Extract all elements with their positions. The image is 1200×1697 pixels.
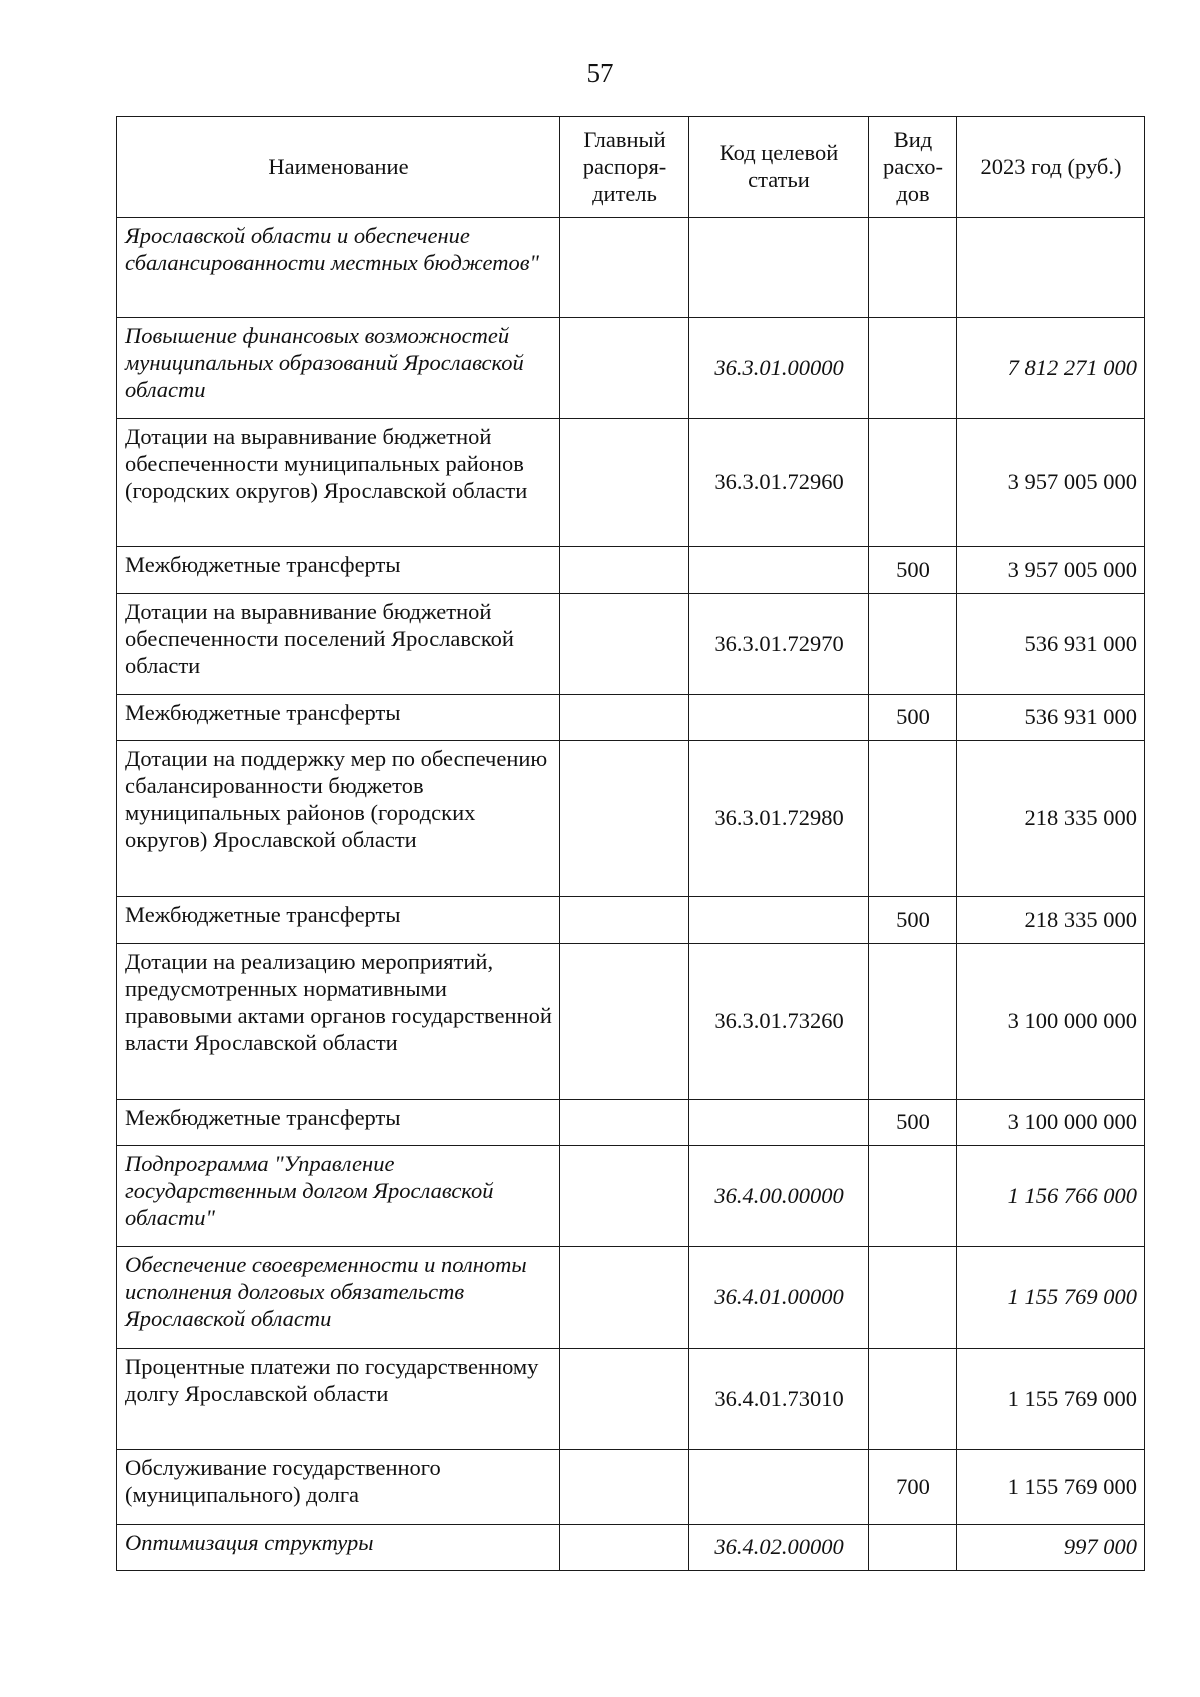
row-amount: 7 812 271 000 — [957, 318, 1145, 419]
row-expense-type: 700 — [869, 1450, 957, 1525]
row-amount: 3 100 000 000 — [957, 1100, 1145, 1146]
row-target-code: 36.3.01.00000 — [689, 318, 869, 419]
row-target-code: 36.3.01.72960 — [689, 419, 869, 547]
table-row — [117, 1525, 1145, 1571]
row-target-code: 36.3.01.72980 — [689, 741, 869, 897]
table-row — [117, 741, 1145, 897]
row-expense-type — [869, 419, 957, 547]
row-target-code — [689, 695, 869, 741]
row-amount: 3 957 005 000 — [957, 419, 1145, 547]
row-name: Оптимизация структуры — [117, 1525, 560, 1571]
row-expense-type: 500 — [869, 897, 957, 944]
table-row — [117, 1247, 1145, 1349]
row-name: Дотации на выравнивание бюджетной обеспеченности муниципальных районов (городских округов) Ярославской области — [117, 419, 560, 547]
row-expense-type — [869, 1525, 957, 1571]
row-target-code: 36.4.01.73010 — [689, 1349, 869, 1450]
table-row — [117, 1146, 1145, 1247]
row-main-manager — [560, 1100, 689, 1146]
row-amount: 1 155 769 000 — [957, 1349, 1145, 1450]
table-row — [117, 318, 1145, 419]
row-target-code — [689, 218, 869, 318]
row-name: Дотации на выравнивание бюджетной обеспеченности поселений Ярославской области — [117, 594, 560, 695]
row-target-code: 36.4.00.00000 — [689, 1146, 869, 1247]
row-target-code — [689, 547, 869, 594]
row-target-code — [689, 1450, 869, 1525]
row-main-manager — [560, 318, 689, 419]
row-name: Дотации на поддержку мер по обеспечению сбалансированности бюджетов муниципальных районов (городских округов) Ярославской области — [117, 741, 560, 897]
table-row — [117, 695, 1145, 741]
row-name: Межбюджетные трансферты — [117, 547, 560, 594]
row-target-code — [689, 897, 869, 944]
row-main-manager — [560, 547, 689, 594]
header-target-code: Код целевой статьи — [689, 117, 869, 218]
row-expense-type — [869, 944, 957, 1100]
budget-table — [116, 116, 1145, 1571]
row-name: Подпрограмма "Управление государственным долгом Ярославской области" — [117, 1146, 560, 1247]
row-main-manager — [560, 419, 689, 547]
row-name: Межбюджетные трансферты — [117, 1100, 560, 1146]
row-amount: 3 100 000 000 — [957, 944, 1145, 1100]
row-amount — [957, 218, 1145, 318]
row-amount: 536 931 000 — [957, 594, 1145, 695]
row-expense-type — [869, 218, 957, 318]
row-main-manager — [560, 944, 689, 1100]
table-row — [117, 547, 1145, 594]
table-row — [117, 1349, 1145, 1450]
row-main-manager — [560, 695, 689, 741]
row-main-manager — [560, 1525, 689, 1571]
row-amount: 1 156 766 000 — [957, 1146, 1145, 1247]
row-amount: 1 155 769 000 — [957, 1450, 1145, 1525]
row-name: Обслуживание государственного (муниципального) долга — [117, 1450, 560, 1525]
header-amount: 2023 год (руб.) — [957, 117, 1145, 218]
row-amount: 218 335 000 — [957, 897, 1145, 944]
table-row — [117, 1450, 1145, 1525]
row-expense-type — [869, 318, 957, 419]
header-name: Наименование — [117, 117, 560, 218]
table-row — [117, 594, 1145, 695]
row-expense-type — [869, 1247, 957, 1349]
row-name: Ярославской области и обеспечение сбалансированности местных бюджетов" — [117, 218, 560, 318]
row-name: Дотации на реализацию мероприятий, предусмотренных нормативными правовыми актами органов государственной власти Ярославской области — [117, 944, 560, 1100]
row-target-code: 36.3.01.72970 — [689, 594, 869, 695]
row-amount: 218 335 000 — [957, 741, 1145, 897]
page-number: 57 — [586, 58, 614, 88]
row-amount: 3 957 005 000 — [957, 547, 1145, 594]
row-main-manager — [560, 897, 689, 944]
row-target-code: 36.3.01.73260 — [689, 944, 869, 1100]
row-main-manager — [560, 1450, 689, 1525]
row-expense-type — [869, 741, 957, 897]
row-main-manager — [560, 1247, 689, 1349]
table-row — [117, 944, 1145, 1100]
row-expense-type: 500 — [869, 1100, 957, 1146]
row-target-code: 36.4.02.00000 — [689, 1525, 869, 1571]
table-row — [117, 419, 1145, 547]
row-expense-type — [869, 594, 957, 695]
row-expense-type — [869, 1349, 957, 1450]
table-row — [117, 1100, 1145, 1146]
row-amount: 1 155 769 000 — [957, 1247, 1145, 1349]
row-main-manager — [560, 594, 689, 695]
table-row — [117, 897, 1145, 944]
row-expense-type: 500 — [869, 695, 957, 741]
row-expense-type — [869, 1146, 957, 1247]
row-main-manager — [560, 1349, 689, 1450]
row-target-code — [689, 1100, 869, 1146]
header-main-manager: Главный распоря-дитель — [560, 117, 689, 218]
row-expense-type: 500 — [869, 547, 957, 594]
row-name: Межбюджетные трансферты — [117, 695, 560, 741]
table-header-row — [117, 117, 1145, 218]
row-amount: 536 931 000 — [957, 695, 1145, 741]
row-name: Процентные платежи по государственному долгу Ярославской области — [117, 1349, 560, 1450]
row-main-manager — [560, 218, 689, 318]
row-main-manager — [560, 741, 689, 897]
table-row — [117, 218, 1145, 318]
row-target-code: 36.4.01.00000 — [689, 1247, 869, 1349]
row-main-manager — [560, 1146, 689, 1247]
header-expense-type: Вид расхо-дов — [869, 117, 957, 218]
row-name: Межбюджетные трансферты — [117, 897, 560, 944]
row-name: Обеспечение своевременности и полноты исполнения долговых обязательств Ярославской области — [117, 1247, 560, 1349]
row-amount: 997 000 — [957, 1525, 1145, 1571]
row-name: Повышение финансовых возможностей муниципальных образований Ярославской области — [117, 318, 560, 419]
